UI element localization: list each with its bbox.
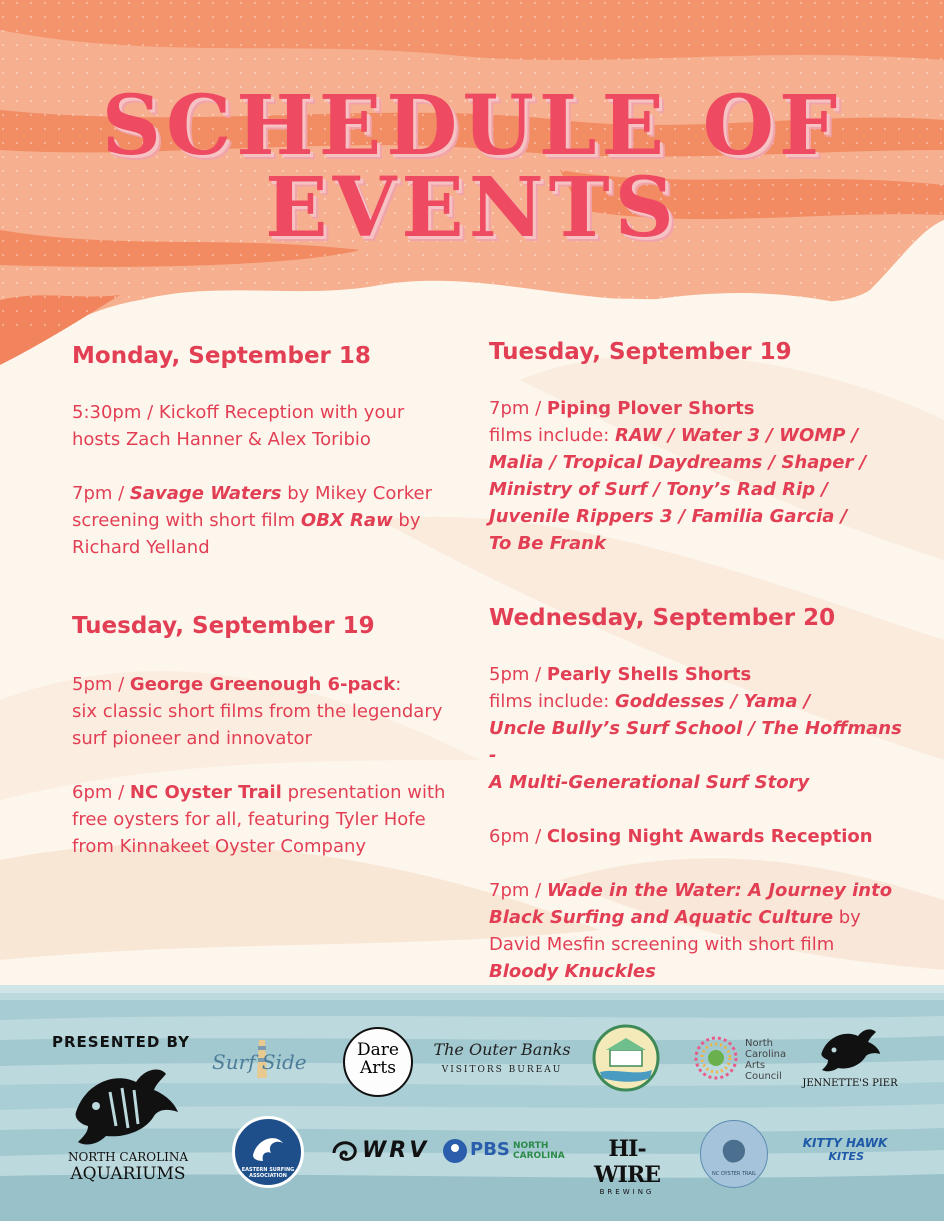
event-title: Closing Night Awards Reception [546,826,873,847]
pbs-head-icon [442,1138,468,1164]
logo-text: NORTH CAROLINA [67,1150,189,1164]
event-oyster-trail [72,779,472,860]
pbs-logo-text: PBS [470,1139,510,1160]
logo-text: Arts [745,1060,766,1071]
dare-arts-logo [343,1027,413,1097]
logo-text: Council [745,1071,782,1082]
event-kickoff [72,399,472,453]
oyster-icon [717,1133,751,1167]
film-list: RAW / Water 3 / WOMP / [614,425,859,446]
film-title: Savage Waters [129,483,282,504]
page-title-line2: EVENTS [265,160,679,256]
day-heading-monday: Monday, September 18 [72,343,371,369]
event-text: presentation with [281,782,446,803]
event-text: surf pioneer and innovator [72,728,312,749]
film-title: OBX Raw [300,510,393,531]
event-time: 7pm / [489,398,547,419]
logo-text: KITES [828,1150,864,1163]
esa-logo [232,1116,304,1188]
event-time: 7pm / [72,483,130,504]
presented-by-label: PRESENTED BY [52,1033,191,1051]
film-title: Wade in the Water: A Journey into [546,880,893,901]
nc-aquariums-logo-text [58,1150,198,1184]
logo-text: NORTH [513,1141,549,1151]
logo-text: CAROLINA [513,1151,565,1161]
wrv-dragon-icon [330,1137,360,1167]
logo-text: Carolina [745,1049,787,1060]
logo-text: Arts [360,1058,396,1078]
event-title: NC Oyster Trail [129,782,282,803]
event-piping-plover [489,395,909,557]
realty-badge-logo [592,1024,660,1092]
event-text: hosts Zach Hanner & Alex Toribio [72,429,371,450]
logo-text: VISITORS BUREAU [441,1065,563,1075]
event-text: by [392,510,421,531]
event-time: 6pm / [72,782,130,803]
logo-text: BREWING [599,1188,655,1196]
day-heading-tuesday: Tuesday, September 19 [72,613,375,639]
logo-text: HI-WIRE [593,1136,661,1188]
film-title: Bloody Knuckles [489,961,656,982]
logo-text: Dare [357,1040,399,1060]
event-time: 5pm / [489,664,547,685]
nc-oyster-trail-logo [700,1120,768,1188]
pbs-nc-logo-text [513,1141,565,1161]
event-text: free oysters for all, featuring Tyler Hofe [72,809,426,830]
logo-text: North [745,1038,773,1049]
event-text: six classic short films from the legendary [72,701,443,722]
jennettes-pier-logo-text: JENNETTE'S PIER [802,1078,898,1089]
event-text: by [833,907,861,928]
wrv-logo-text: WRV [362,1138,430,1163]
event-text: David Mesfin screening with short film [489,934,835,955]
logo-text: KITTY HAWK [802,1136,888,1150]
nc-arts-council-logo [692,1034,740,1082]
film-list: Ministry of Surf / Tony’s Rad Rip / [489,479,828,500]
event-closing-night [489,823,909,850]
film-title: Black Surfing and Aquatic Culture [489,907,834,928]
day-heading-wednesday: Wednesday, September 20 [489,605,836,631]
nc-aquariums-fish-logo [66,1062,182,1148]
film-list: To Be Frank [489,533,606,554]
event-text: from Kinnakeet Oyster Company [72,836,367,857]
wave-icon [249,1131,287,1165]
event-text: : [395,674,402,695]
logo-text: The Outer Banks [433,1040,571,1059]
day-heading-tuesday: Tuesday, September 19 [489,339,792,365]
event-savage-waters [72,480,472,561]
event-text: films include: [489,691,615,712]
event-text: 5:30pm / Kickoff Reception with your [72,402,405,423]
logo-text: EASTERN SURFING ASSOCIATION [241,1167,295,1179]
film-list: A Multi-Generational Surf Story [489,772,810,793]
outer-banks-logo [432,1040,572,1075]
jennettes-pier-fish-logo [818,1024,882,1072]
film-list: Uncle Bully’s Surf School / The Hoffmans - [489,718,902,766]
right-column [489,339,909,985]
logo-text: NC OYSTER TRAIL [712,1171,756,1177]
event-title: Pearly Shells Shorts [546,664,752,685]
film-list: Goddesses / Yama / [614,691,811,712]
event-time: 6pm / [489,826,547,847]
surf-side-logo [212,1036,312,1086]
event-time: 5pm / [72,674,130,695]
event-greenough [72,671,472,752]
event-wade-in-the-water [489,877,909,985]
logo-text: AQUARIUMS [70,1164,186,1184]
event-text: screening with short film [72,510,301,531]
event-text: by Mikey Corker [281,483,432,504]
kitty-hawk-kites-logo [800,1136,890,1163]
event-text: films include: [489,425,615,446]
event-pearly-shells [489,661,909,796]
event-time: 7pm / [489,880,547,901]
logo-text: Surf Side [212,1050,307,1074]
event-title: George Greenough 6-pack [129,674,396,695]
left-column [72,343,472,860]
hi-wire-logo [582,1136,672,1196]
page-title-line1: SCHEDULE OF [101,78,843,174]
event-text: Richard Yelland [72,537,210,558]
nc-arts-council-logo-text [745,1038,805,1082]
film-list: Malia / Tropical Daydreams / Shaper / [489,452,867,473]
event-title: Piping Plover Shorts [546,398,755,419]
film-list: Juvenile Rippers 3 / Familia Garcia / [489,506,848,527]
